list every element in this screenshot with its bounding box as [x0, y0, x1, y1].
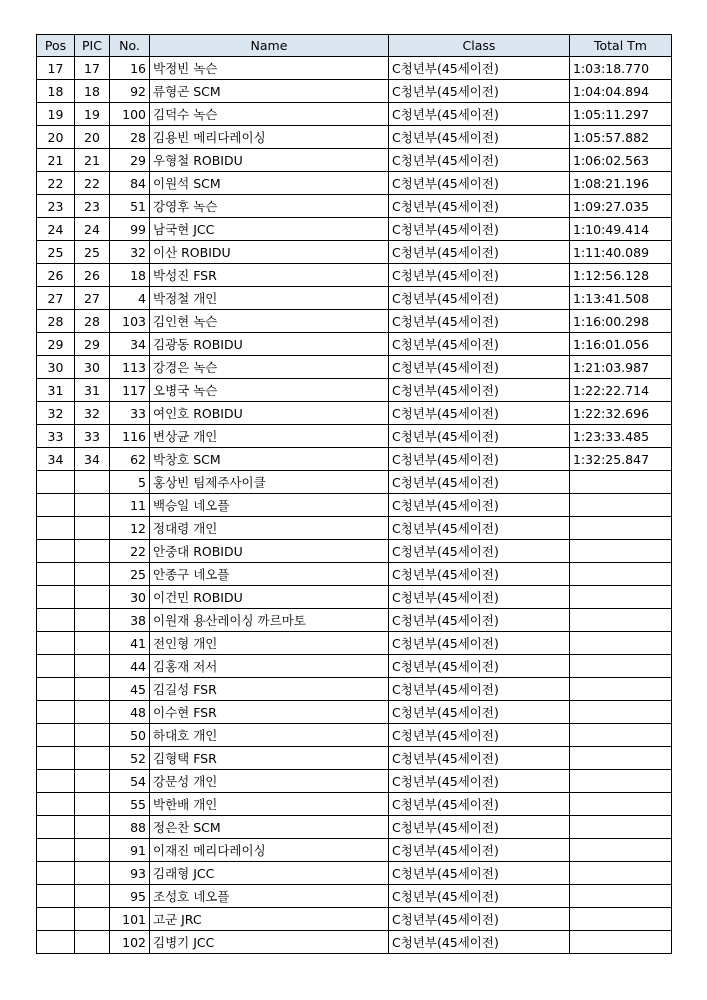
cell-pos	[37, 586, 75, 609]
cell-pic: 17	[75, 57, 110, 80]
cell-class: C청년부(45세이전)	[389, 80, 570, 103]
cell-class: C청년부(45세이전)	[389, 402, 570, 425]
cell-pic	[75, 494, 110, 517]
cell-pos	[37, 540, 75, 563]
cell-total-time: 1:05:57.882	[570, 126, 672, 149]
cell-no: 91	[110, 839, 150, 862]
cell-pic: 31	[75, 379, 110, 402]
table-row	[37, 724, 672, 747]
cell-no: 92	[110, 80, 150, 103]
table-row	[37, 356, 672, 379]
cell-no: 117	[110, 379, 150, 402]
cell-total-time: 1:16:00.298	[570, 310, 672, 333]
cell-name: 김병기 JCC	[150, 931, 389, 954]
table-row	[37, 57, 672, 80]
header-class: Class	[389, 35, 570, 57]
cell-total-time	[570, 632, 672, 655]
cell-pos	[37, 908, 75, 931]
header-pic: PIC	[75, 35, 110, 57]
table-row	[37, 632, 672, 655]
cell-pic: 18	[75, 80, 110, 103]
cell-class: C청년부(45세이전)	[389, 540, 570, 563]
cell-pos	[37, 747, 75, 770]
cell-name: 강경은 녹슨	[150, 356, 389, 379]
cell-pic	[75, 540, 110, 563]
cell-total-time: 1:08:21.196	[570, 172, 672, 195]
cell-class: C청년부(45세이전)	[389, 793, 570, 816]
cell-no: 88	[110, 816, 150, 839]
cell-no: 4	[110, 287, 150, 310]
cell-name: 김덕수 녹슨	[150, 103, 389, 126]
cell-total-time: 1:23:33.485	[570, 425, 672, 448]
cell-no: 99	[110, 218, 150, 241]
table-row	[37, 678, 672, 701]
table-row	[37, 908, 672, 931]
header-no: No.	[110, 35, 150, 57]
cell-pic	[75, 517, 110, 540]
header-row	[37, 35, 672, 57]
cell-class: C청년부(45세이전)	[389, 678, 570, 701]
cell-pic: 32	[75, 402, 110, 425]
cell-pos	[37, 632, 75, 655]
table-row	[37, 126, 672, 149]
cell-no: 113	[110, 356, 150, 379]
cell-total-time	[570, 793, 672, 816]
cell-pic: 34	[75, 448, 110, 471]
table-row	[37, 103, 672, 126]
cell-total-time	[570, 908, 672, 931]
cell-pos	[37, 471, 75, 494]
table-row	[37, 264, 672, 287]
table-row	[37, 241, 672, 264]
cell-pos	[37, 793, 75, 816]
cell-total-time	[570, 862, 672, 885]
results-table	[36, 34, 672, 954]
cell-class: C청년부(45세이전)	[389, 379, 570, 402]
cell-pic: 28	[75, 310, 110, 333]
cell-name: 오병국 녹슨	[150, 379, 389, 402]
cell-pic: 19	[75, 103, 110, 126]
cell-name: 박정빈 녹슨	[150, 57, 389, 80]
cell-class: C청년부(45세이전)	[389, 425, 570, 448]
cell-no: 84	[110, 172, 150, 195]
cell-pic: 26	[75, 264, 110, 287]
cell-pos	[37, 839, 75, 862]
cell-class: C청년부(45세이전)	[389, 126, 570, 149]
cell-pos	[37, 494, 75, 517]
cell-no: 28	[110, 126, 150, 149]
cell-name: 김광동 ROBIDU	[150, 333, 389, 356]
cell-total-time	[570, 655, 672, 678]
cell-no: 32	[110, 241, 150, 264]
cell-no: 48	[110, 701, 150, 724]
table-row	[37, 517, 672, 540]
cell-name: 이건민 ROBIDU	[150, 586, 389, 609]
table-row	[37, 287, 672, 310]
cell-name: 박한배 개인	[150, 793, 389, 816]
cell-no: 100	[110, 103, 150, 126]
cell-class: C청년부(45세이전)	[389, 264, 570, 287]
cell-total-time: 1:03:18.770	[570, 57, 672, 80]
cell-total-time	[570, 816, 672, 839]
cell-pic: 27	[75, 287, 110, 310]
cell-no: 16	[110, 57, 150, 80]
cell-name: 정은찬 SCM	[150, 816, 389, 839]
cell-no: 33	[110, 402, 150, 425]
cell-total-time: 1:22:22.714	[570, 379, 672, 402]
cell-total-time	[570, 724, 672, 747]
cell-no: 93	[110, 862, 150, 885]
cell-name: 이재진 메리다레이싱	[150, 839, 389, 862]
cell-pos	[37, 563, 75, 586]
cell-name: 이산 ROBIDU	[150, 241, 389, 264]
cell-class: C청년부(45세이전)	[389, 770, 570, 793]
cell-pos: 20	[37, 126, 75, 149]
cell-no: 45	[110, 678, 150, 701]
cell-pic	[75, 793, 110, 816]
cell-pos	[37, 770, 75, 793]
cell-class: C청년부(45세이전)	[389, 103, 570, 126]
table-row	[37, 793, 672, 816]
cell-pos: 17	[37, 57, 75, 80]
cell-total-time	[570, 701, 672, 724]
table-row	[37, 471, 672, 494]
cell-pos: 27	[37, 287, 75, 310]
table-row	[37, 149, 672, 172]
cell-no: 25	[110, 563, 150, 586]
cell-pic	[75, 770, 110, 793]
header-pos: Pos	[37, 35, 75, 57]
cell-name: 이원석 SCM	[150, 172, 389, 195]
cell-total-time: 1:22:32.696	[570, 402, 672, 425]
cell-no: 103	[110, 310, 150, 333]
cell-pic	[75, 563, 110, 586]
cell-class: C청년부(45세이전)	[389, 195, 570, 218]
table-row	[37, 563, 672, 586]
cell-total-time: 1:10:49.414	[570, 218, 672, 241]
cell-no: 11	[110, 494, 150, 517]
cell-pos	[37, 931, 75, 954]
table-row	[37, 402, 672, 425]
table-row	[37, 885, 672, 908]
cell-total-time: 1:16:01.056	[570, 333, 672, 356]
cell-pic	[75, 471, 110, 494]
cell-no: 29	[110, 149, 150, 172]
table-row	[37, 379, 672, 402]
cell-no: 5	[110, 471, 150, 494]
cell-no: 54	[110, 770, 150, 793]
cell-total-time	[570, 586, 672, 609]
cell-pic: 30	[75, 356, 110, 379]
header-name: Name	[150, 35, 389, 57]
cell-pic	[75, 839, 110, 862]
cell-no: 102	[110, 931, 150, 954]
cell-pos	[37, 816, 75, 839]
cell-name: 김인현 녹슨	[150, 310, 389, 333]
cell-class: C청년부(45세이전)	[389, 563, 570, 586]
cell-pic: 25	[75, 241, 110, 264]
cell-class: C청년부(45세이전)	[389, 287, 570, 310]
table-row	[37, 195, 672, 218]
cell-pos: 26	[37, 264, 75, 287]
table-row	[37, 747, 672, 770]
cell-pic	[75, 747, 110, 770]
cell-pos	[37, 885, 75, 908]
cell-no: 50	[110, 724, 150, 747]
cell-class: C청년부(45세이전)	[389, 701, 570, 724]
table-row	[37, 218, 672, 241]
cell-pic: 29	[75, 333, 110, 356]
table-row	[37, 770, 672, 793]
cell-pic	[75, 931, 110, 954]
cell-name: 이원재 용산레이싱 까르마토	[150, 609, 389, 632]
cell-class: C청년부(45세이전)	[389, 632, 570, 655]
cell-total-time: 1:06:02.563	[570, 149, 672, 172]
cell-total-time	[570, 839, 672, 862]
cell-total-time	[570, 517, 672, 540]
cell-pic: 21	[75, 149, 110, 172]
cell-total-time: 1:13:41.508	[570, 287, 672, 310]
cell-no: 18	[110, 264, 150, 287]
cell-name: 이수현 FSR	[150, 701, 389, 724]
cell-name: 안종구 네오플	[150, 563, 389, 586]
cell-pic	[75, 678, 110, 701]
cell-no: 38	[110, 609, 150, 632]
cell-name: 박성진 FSR	[150, 264, 389, 287]
table-row	[37, 310, 672, 333]
table-row	[37, 425, 672, 448]
cell-pos: 18	[37, 80, 75, 103]
cell-no: 52	[110, 747, 150, 770]
cell-pic	[75, 908, 110, 931]
cell-no: 55	[110, 793, 150, 816]
cell-class: C청년부(45세이전)	[389, 448, 570, 471]
cell-name: 전인형 개인	[150, 632, 389, 655]
cell-pic	[75, 724, 110, 747]
cell-pic	[75, 586, 110, 609]
cell-class: C청년부(45세이전)	[389, 655, 570, 678]
cell-pos: 32	[37, 402, 75, 425]
cell-class: C청년부(45세이전)	[389, 57, 570, 80]
cell-no: 101	[110, 908, 150, 931]
cell-pos: 31	[37, 379, 75, 402]
cell-class: C청년부(45세이전)	[389, 839, 570, 862]
cell-no: 44	[110, 655, 150, 678]
cell-no: 30	[110, 586, 150, 609]
cell-pos: 19	[37, 103, 75, 126]
cell-class: C청년부(45세이전)	[389, 310, 570, 333]
cell-pos	[37, 701, 75, 724]
cell-total-time: 1:04:04.894	[570, 80, 672, 103]
cell-name: 하대호 개인	[150, 724, 389, 747]
cell-pos	[37, 862, 75, 885]
cell-pos	[37, 655, 75, 678]
cell-pos	[37, 678, 75, 701]
cell-pos: 24	[37, 218, 75, 241]
cell-no: 51	[110, 195, 150, 218]
cell-pos: 30	[37, 356, 75, 379]
cell-class: C청년부(45세이전)	[389, 862, 570, 885]
cell-name: 변상균 개인	[150, 425, 389, 448]
table-row	[37, 609, 672, 632]
cell-no: 41	[110, 632, 150, 655]
cell-name: 강영후 녹슨	[150, 195, 389, 218]
cell-total-time	[570, 931, 672, 954]
cell-total-time	[570, 770, 672, 793]
cell-total-time	[570, 885, 672, 908]
cell-total-time: 1:32:25.847	[570, 448, 672, 471]
cell-pos: 25	[37, 241, 75, 264]
cell-class: C청년부(45세이전)	[389, 333, 570, 356]
header-total-time: Total Tm	[570, 35, 672, 57]
cell-class: C청년부(45세이전)	[389, 356, 570, 379]
cell-name: 우형철 ROBIDU	[150, 149, 389, 172]
cell-name: 안중대 ROBIDU	[150, 540, 389, 563]
cell-pic: 22	[75, 172, 110, 195]
cell-total-time: 1:11:40.089	[570, 241, 672, 264]
cell-pos: 29	[37, 333, 75, 356]
cell-no: 62	[110, 448, 150, 471]
cell-pic: 20	[75, 126, 110, 149]
table-row	[37, 839, 672, 862]
table-row	[37, 586, 672, 609]
cell-pos: 34	[37, 448, 75, 471]
table-row	[37, 80, 672, 103]
cell-class: C청년부(45세이전)	[389, 241, 570, 264]
cell-total-time	[570, 678, 672, 701]
table-row	[37, 333, 672, 356]
cell-total-time: 1:05:11.297	[570, 103, 672, 126]
cell-name: 강문성 개인	[150, 770, 389, 793]
results-body	[37, 57, 672, 954]
cell-pos	[37, 609, 75, 632]
cell-name: 남국현 JCC	[150, 218, 389, 241]
cell-pic	[75, 862, 110, 885]
cell-pos: 23	[37, 195, 75, 218]
table-row	[37, 701, 672, 724]
cell-name: 김래형 JCC	[150, 862, 389, 885]
cell-total-time: 1:12:56.128	[570, 264, 672, 287]
table-row	[37, 862, 672, 885]
cell-pic	[75, 816, 110, 839]
cell-pos: 21	[37, 149, 75, 172]
cell-class: C청년부(45세이전)	[389, 586, 570, 609]
cell-no: 116	[110, 425, 150, 448]
cell-class: C청년부(45세이전)	[389, 931, 570, 954]
cell-class: C청년부(45세이전)	[389, 908, 570, 931]
cell-no: 12	[110, 517, 150, 540]
cell-class: C청년부(45세이전)	[389, 724, 570, 747]
cell-pos: 22	[37, 172, 75, 195]
cell-name: 조성호 네오플	[150, 885, 389, 908]
table-row	[37, 172, 672, 195]
cell-name: 홍상빈 팀제주사이클	[150, 471, 389, 494]
cell-name: 백승일 네오플	[150, 494, 389, 517]
table-row	[37, 655, 672, 678]
cell-total-time	[570, 540, 672, 563]
cell-name: 김형택 FSR	[150, 747, 389, 770]
cell-class: C청년부(45세이전)	[389, 747, 570, 770]
cell-class: C청년부(45세이전)	[389, 885, 570, 908]
cell-pic: 33	[75, 425, 110, 448]
table-row	[37, 448, 672, 471]
cell-class: C청년부(45세이전)	[389, 609, 570, 632]
cell-pic: 23	[75, 195, 110, 218]
cell-total-time: 1:21:03.987	[570, 356, 672, 379]
cell-total-time	[570, 471, 672, 494]
cell-class: C청년부(45세이전)	[389, 172, 570, 195]
cell-class: C청년부(45세이전)	[389, 816, 570, 839]
cell-no: 34	[110, 333, 150, 356]
cell-name: 정대령 개인	[150, 517, 389, 540]
cell-pos: 28	[37, 310, 75, 333]
cell-name: 박정철 개인	[150, 287, 389, 310]
table-row	[37, 931, 672, 954]
cell-class: C청년부(45세이전)	[389, 218, 570, 241]
cell-total-time	[570, 494, 672, 517]
cell-name: 류형곤 SCM	[150, 80, 389, 103]
cell-no: 22	[110, 540, 150, 563]
cell-name: 김길성 FSR	[150, 678, 389, 701]
cell-pic	[75, 609, 110, 632]
cell-pic	[75, 655, 110, 678]
cell-class: C청년부(45세이전)	[389, 149, 570, 172]
cell-no: 95	[110, 885, 150, 908]
cell-name: 박창호 SCM	[150, 448, 389, 471]
table-row	[37, 540, 672, 563]
cell-pic	[75, 885, 110, 908]
cell-name: 김용빈 메리다레이싱	[150, 126, 389, 149]
cell-pic: 24	[75, 218, 110, 241]
cell-class: C청년부(45세이전)	[389, 471, 570, 494]
cell-total-time: 1:09:27.035	[570, 195, 672, 218]
cell-class: C청년부(45세이전)	[389, 494, 570, 517]
cell-name: 김홍재 저서	[150, 655, 389, 678]
cell-pos	[37, 724, 75, 747]
cell-name: 고군 JRC	[150, 908, 389, 931]
table-row	[37, 816, 672, 839]
cell-total-time	[570, 609, 672, 632]
table-row	[37, 494, 672, 517]
cell-pic	[75, 632, 110, 655]
cell-name: 여인호 ROBIDU	[150, 402, 389, 425]
cell-pos	[37, 517, 75, 540]
cell-pos: 33	[37, 425, 75, 448]
cell-pic	[75, 701, 110, 724]
cell-total-time	[570, 563, 672, 586]
cell-class: C청년부(45세이전)	[389, 517, 570, 540]
cell-total-time	[570, 747, 672, 770]
